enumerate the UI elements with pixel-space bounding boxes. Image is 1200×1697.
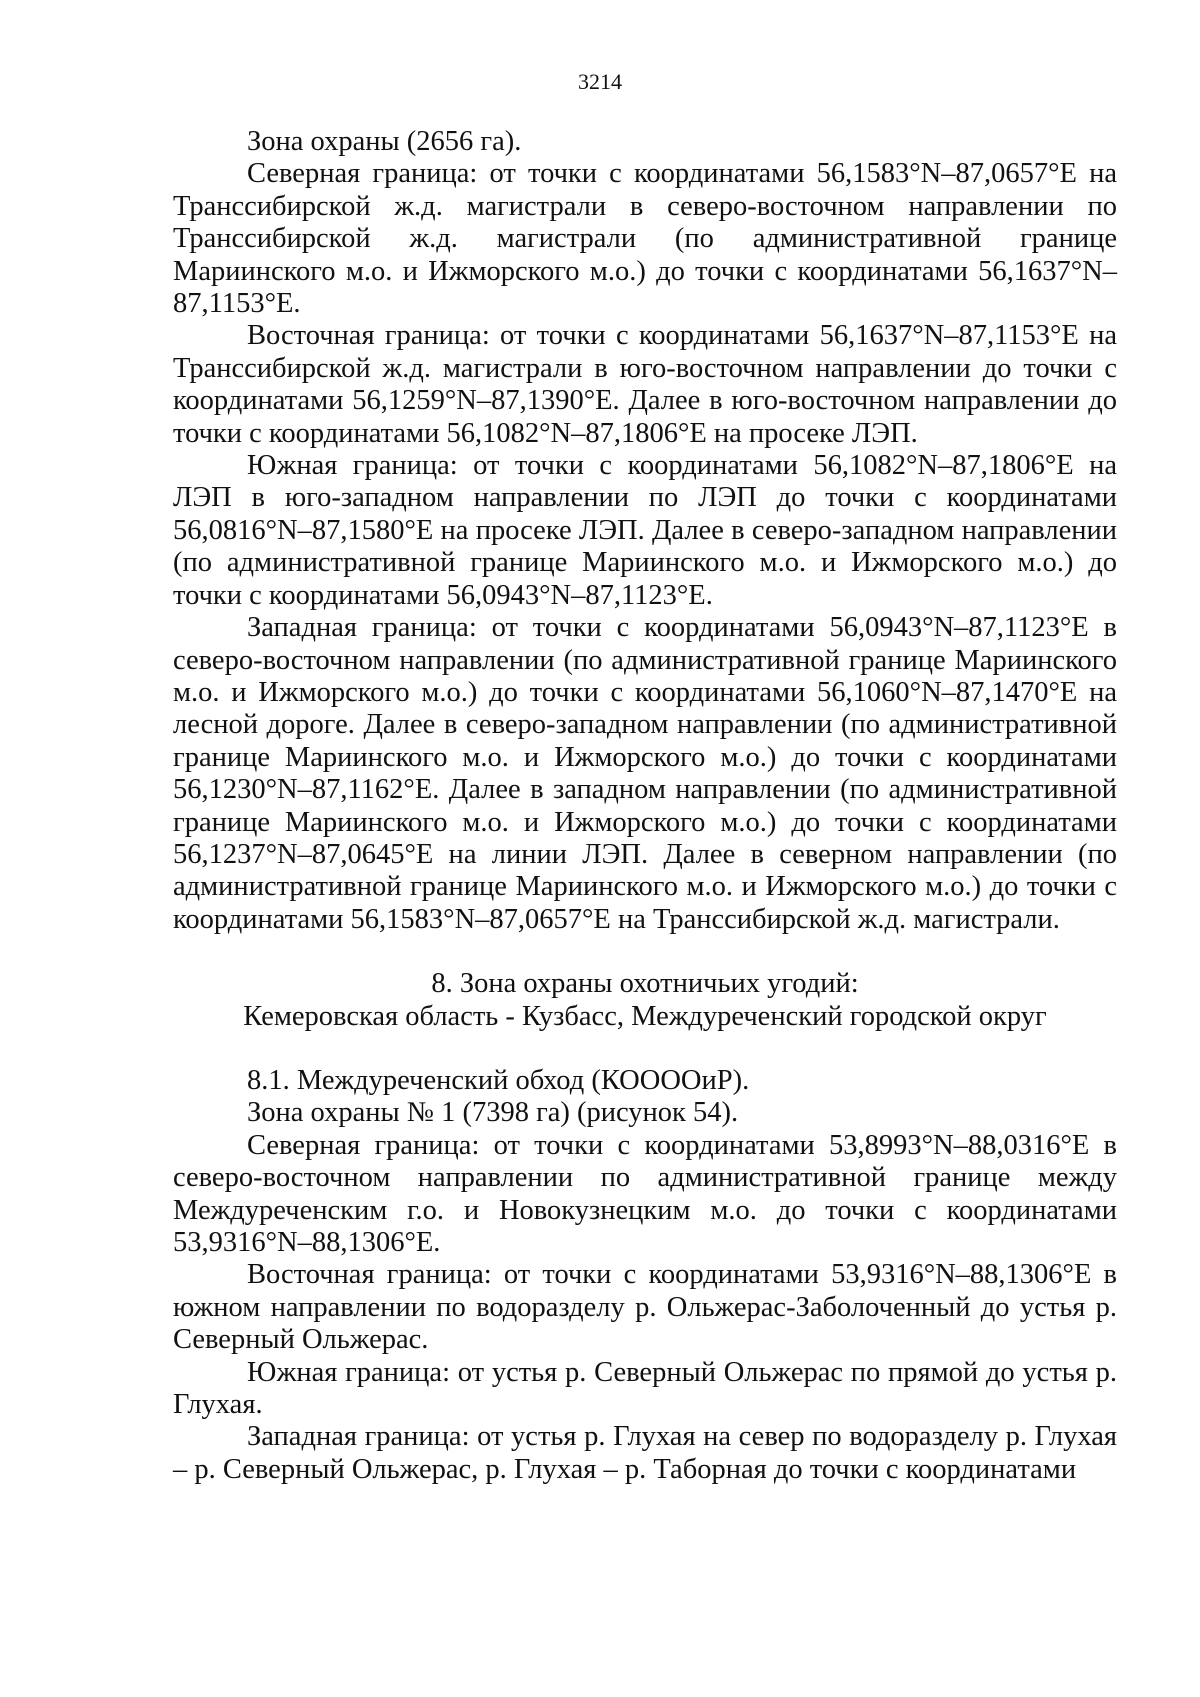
east-boundary-paragraph: Восточная граница: от точки с координатами 53,9316°N–88,1306°E в южном направлении по водоразделу р. Ольжерас-Заболоченный до устья р. Северный Ольжерас. [173,1259,1117,1356]
document-body [173,126,1117,1486]
section-title: 8. Зона охраны охотничьих угодий: [431,968,859,1000]
section-spacer [173,936,1117,968]
section-spacer [173,1033,1117,1065]
west-boundary-paragraph: Западная граница: от точки с координатами 56,0943°N–87,1123°E в северо-восточном направлении (по административной границе Мариинского м.о. и Ижморского м.о.) до точки с координатами 56,1060°N–87,1470°E на лесной дороге. Далее в северо-западном направлении (по административной границе Мариинского м.о. и Ижморского м.о.) до точки с координатами 56,1230°N–87,1162°E. Далее в западном направлении (по административной границе Мариинского м.о. и Ижморского м.о.) до точки с координатами 56,1237°N–87,0645°E на линии ЛЭП. Далее в северном направлении (по административной границе Мариинского м.о. и Ижморского м.о.) до точки с координатами 56,1583°N–87,0657°E на Транссибирской ж.д. магистрали. [173,612,1117,935]
subsection-item: 8.1. Междуреченский обход (КООООиР). [247,1064,750,1096]
south-boundary-paragraph: Южная граница: от устья р. Северный Ольжерас по прямой до устья р. Глухая. [173,1356,1117,1421]
zone-area-paragraph: Зона охраны (2656 га). [247,126,522,157]
south-boundary-paragraph: Южная граница: от точки с координатами 56,1082°N–87,1806°E на ЛЭП в юго-западном направлении по ЛЭП до точки с координатами 56,0816°N–87,1580°E на просеке ЛЭП. Далее в северо-западном направлении (по административной границе Мариинского м.о. и Ижморского м.о.) до точки с координатами 56,0943°N–87,1123°E. [173,450,1117,611]
north-boundary-paragraph: Северная граница: от точки с координатами 53,8993°N–88,0316°E в северо-восточном направлении по административной границе между Междуреченским г.о. и Новокузнецким м.о. до точки с координатами 53,9316°N–88,1306°E. [173,1129,1117,1258]
east-boundary-paragraph: Восточная граница: от точки с координатами 56,1637°N–87,1153°E на Транссибирской ж.д. магистрали в юго-восточном направлении до точки с координатами 56,1259°N–87,1390°E. Далее в юго-восточном направлении до точки с координатами 56,1082°N–87,1806°E на просеке ЛЭП. [173,320,1117,449]
north-boundary-paragraph: Северная граница: от точки с координатами 56,1583°N–87,0657°E на Транссибирской ж.д. магистрали в северо-восточном направлении по Транссибирской ж.д. магистрали (по административной границе Мариинского м.о. и Ижморского м.о.) до точки с координатами 56,1637°N–87,1153°E. [173,158,1117,320]
section-subtitle: Кемеровская область - Кузбасс, Междуреченский городской округ [243,1000,1047,1032]
west-boundary-paragraph: Западная граница: от устья р. Глухая на север по водоразделу р. Глухая – р. Северный Ольжерас, р. Глухая – р. Таборная до точки с координатами [173,1421,1117,1485]
zone-area-paragraph: Зона охраны № 1 (7398 га) (рисунок 54). [247,1097,739,1129]
page-number: 3214 [578,69,622,94]
